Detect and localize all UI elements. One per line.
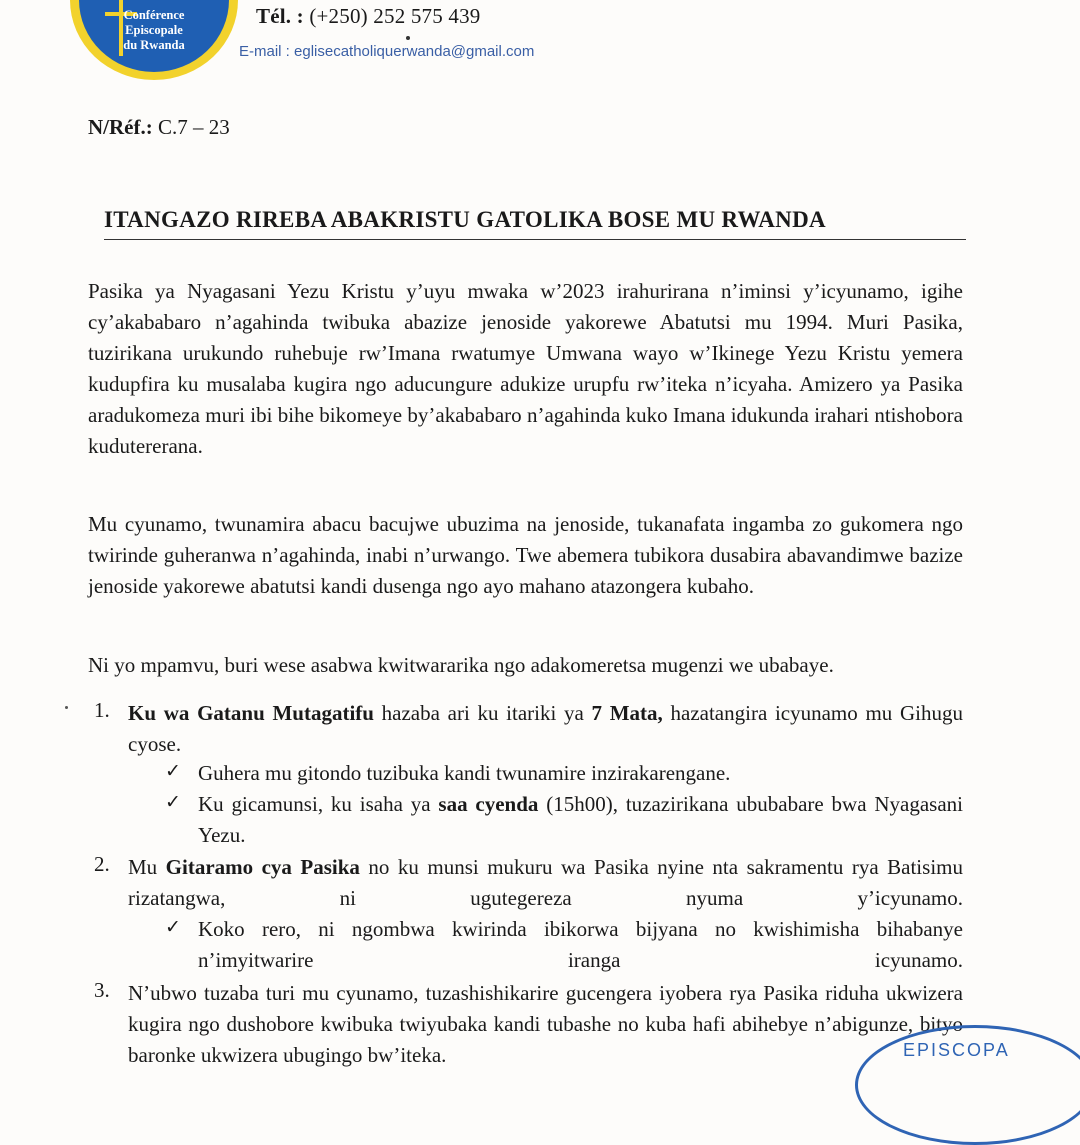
ink-speck xyxy=(65,706,68,709)
list-item-2-text-b: no ku munsi mukuru wa Pasika nyine nta sakramentu rya Batisimu rizatangwa, ni ugutegereza nyuma y’icyunamo. xyxy=(128,855,963,910)
easter-vigil-label: Gitaramo cya Pasika xyxy=(165,855,360,879)
list-number-3: 3. xyxy=(94,978,110,1002)
logo-text-line-1: Conférence xyxy=(123,8,185,22)
date-label: 7 Mata, xyxy=(591,701,663,725)
list-number-2: 2. xyxy=(94,852,110,876)
document-title: ITANGAZO RIREBA ABAKRISTU GATOLIKA BOSE MU RWANDA xyxy=(104,207,966,240)
list-item-1 xyxy=(128,698,963,760)
logo-text-line-3: du Rwanda xyxy=(123,38,185,52)
sub-item-avoid-festivities: Koko rero, ni ngombwa kwirinda ibikorwa bijyana no kwishimisha bihabanye n’imyitwarire iranga icyunamo. xyxy=(198,917,963,972)
sub-item-morning xyxy=(198,758,963,789)
paragraph-mourning: Mu cyunamo, twunamira abacu bacujwe ubuzima na jenoside, tukanafata ingamba zo gukomera ngo twirinde guheranwa n’agahinda, inabi n’urwango. Twe abemera tubikora dusabira abavandimwe bazize jenoside yakorewe abatutsi kandi dusenga ngo ayo mahano atazongera kubaho. xyxy=(88,512,963,598)
list-item-2 xyxy=(128,852,963,914)
telephone-label: Tél. : xyxy=(256,4,304,28)
list-number-1: 1. xyxy=(94,698,110,722)
good-friday-label: Ku wa Gatanu Mutagatifu xyxy=(128,701,374,725)
telephone-line xyxy=(256,4,481,29)
list-item-1-text-b: hazatangira icyunamo mu Gihugu cyose. xyxy=(128,701,963,756)
paragraph-easter: Pasika ya Nyagasani Yezu Kristu y’uyu mwaka w’2023 irahurirana n’iminsi y’icyunamo, igihe cy’akababaro n’agahinda twibuka abazize jenoside yakorewe Abatutsi mu 1994. Muri Pasika, tuzirikana urukundo ruhebuje rw’Imana rwatumye Umwana wayo w’Ikinege Yezu Kristu yemera kudupfira ku musalaba kugira ngo aducungure adukize urupfu rw’iteka n’icyaha. Amizero ya Pasika aradukomeza muri ibi bihe bikomeye by’akababaro n’agahinda kuko Imana idukunda irahari ntishobora kudutererana. xyxy=(88,279,963,458)
list-item-2-text-a: Mu xyxy=(128,855,166,879)
conference-logo xyxy=(70,0,238,80)
sub-item-afternoon-post: (15h00), tuzazirikana ububabare bwa Nyagasani Yezu. xyxy=(198,792,963,847)
logo-inner-disc xyxy=(79,0,229,72)
reference-label: N/Réf.: xyxy=(88,115,153,139)
official-stamp xyxy=(855,1025,1080,1145)
checkmark-icon: ✓ xyxy=(165,917,181,938)
logo-text xyxy=(79,8,229,53)
reference-line xyxy=(88,115,230,140)
list-item-3: N’ubwo tuzaba turi mu cyunamo, tuzashishikarire gucengera iyobera rya Pasika riduha ukwizera kugira ngo dushobore kwibuka twiyubaka kandi tubashe no kuba hafi abihebye n’abigunze, bityo baronke ukwizera ubugingo bw’iteka. xyxy=(128,981,963,1067)
logo-text-line-2: Episcopale xyxy=(125,23,183,37)
telephone-value: (+250) 252 575 439 xyxy=(309,4,481,28)
paragraph-appeal: Ni yo mpamvu, buri wese asabwa kwitwararika ngo adakomeretsa mugenzi we ubabaye. xyxy=(88,653,834,677)
sub-item-afternoon xyxy=(198,789,963,851)
ink-speck xyxy=(406,36,410,40)
sub-item-morning-text: Guhera mu gitondo tuzibuka kandi twunamire inzirakarengane. xyxy=(198,761,731,785)
list-item-1-text-a: hazaba ari ku itariki ya xyxy=(373,701,592,725)
checkmark-icon: ✓ xyxy=(165,792,181,813)
email-line: E-mail : eglisecatholiquerwanda@gmail.com xyxy=(239,43,535,60)
sub-item-afternoon-bold: saa cyenda xyxy=(438,792,539,816)
checkmark-icon: ✓ xyxy=(165,761,181,782)
sub-item-afternoon-pre: Ku gicamunsi, ku isaha ya xyxy=(198,792,439,816)
reference-value: C.7 – 23 xyxy=(157,115,230,139)
stamp-text: EPISCOPA xyxy=(903,1040,1010,1060)
